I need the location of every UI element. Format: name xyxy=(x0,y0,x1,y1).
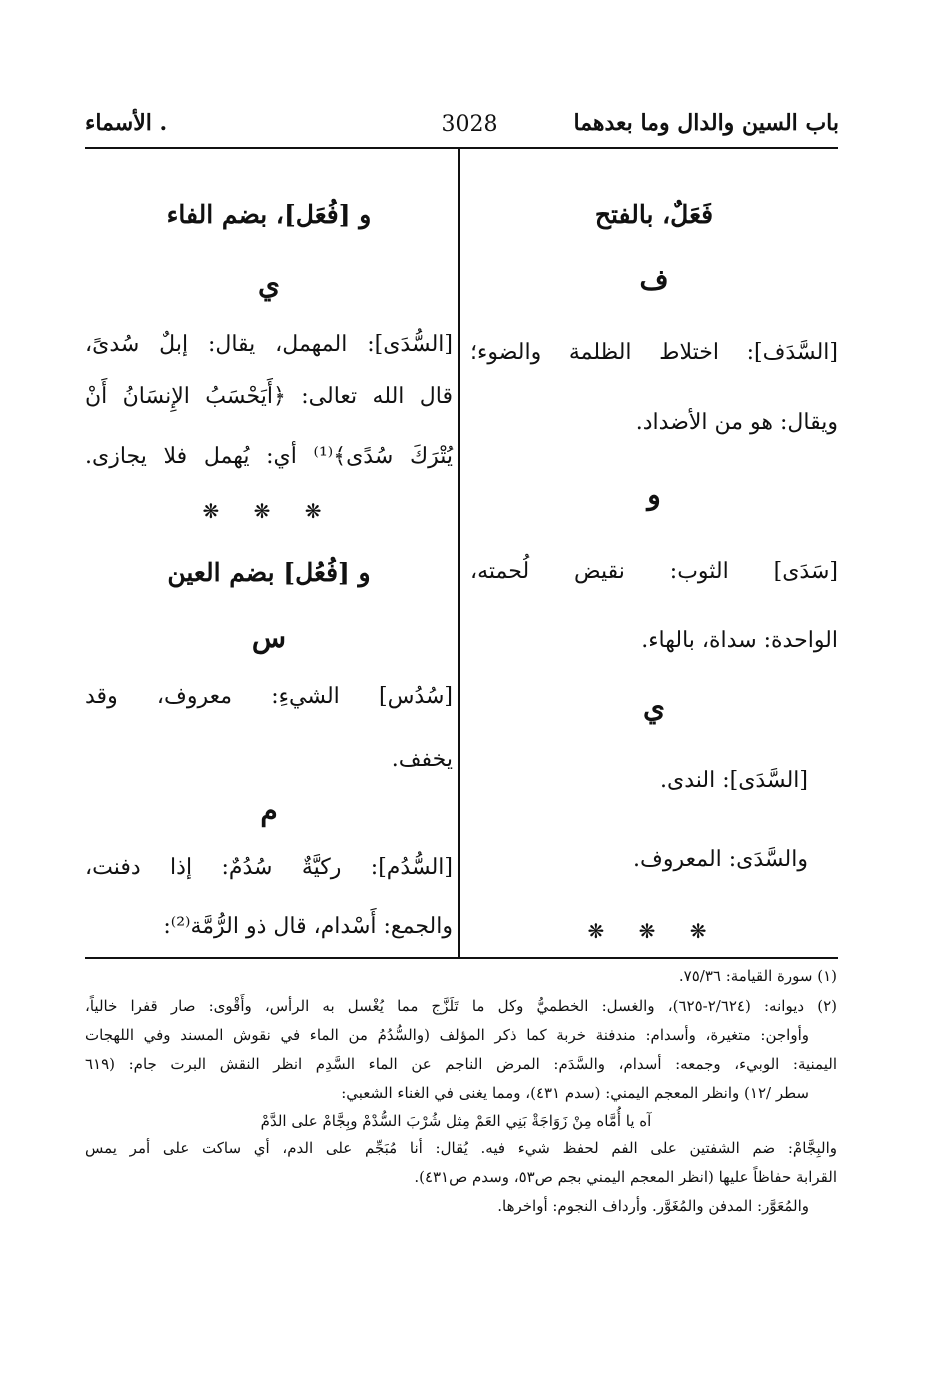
entry-line: [السُّدُم]: ركيَّةٌ سُدُمٌ: إذا دفنت، xyxy=(85,855,453,880)
entry-line: ويقال: هو من الأضداد. xyxy=(635,410,838,435)
entry-line: [سُدُس] الشيءِ: معروف، وقد xyxy=(85,684,453,709)
entry-line: والسَّدَى: المعروف. xyxy=(633,847,808,872)
footnote: (٢) ديوانه: (٢/٦٢٤-٦٢٥)، والغسل: الخطميُّ وكل ما تَلَزَّج مما يُغْسل به الرأس، وأَقْوى: صار قفرا خالياً، xyxy=(85,997,837,1015)
entry-heading: فَعَلٌ، بالفتح xyxy=(594,200,714,229)
entry-heading: و [فُعُل] بضم العين xyxy=(167,558,371,587)
column-divider xyxy=(458,147,460,957)
header-rule xyxy=(85,147,838,149)
separator-stars: ❋ ❋ ❋ xyxy=(587,919,721,943)
left-column xyxy=(85,160,453,960)
poem-verse: آه يا أُمَّاه مِنْ زَوَاجَةْ بَنِي العَمْ مِثل شُرْبَ السُّدْمْ وبِجَّامْ على الدَّمْ xyxy=(260,1112,652,1130)
footnote-line: وأواجن: متغيرة، وأسدام: مندفنة خربة كما ذكر المؤلف (والسُّدُمُ من الماء في نقوش المسند وفي اللهجات xyxy=(85,1026,809,1044)
letter-heading: ي xyxy=(258,268,280,301)
letter-heading: ف xyxy=(639,263,669,296)
entry-line: [السُّدَى]: المهمل، يقال: إبلٌ سُدىً، xyxy=(85,332,453,357)
footnote-line: والبِجَّامْ: ضم الشفتين على الفم لحفظ شيء فيه. يُقال: أنا مُبَجِّم على الدم، أي ساكت على أمر يمس xyxy=(85,1139,837,1157)
entry-line: [السَّدَى]: الندى. xyxy=(660,768,808,793)
right-column xyxy=(470,160,838,960)
footnote-line: والمُعَوَّر: المدفن والمُغَوَّر. وأرداف النجوم: أواخرها. xyxy=(497,1197,809,1215)
footnote-line: اليمنية: الوبيء، وجمعه: أسدام، والسَّدَم: المرض الناجم عن الماء السَّدِم انظر النقش البرت جام: (٦١٩ xyxy=(85,1055,837,1073)
entry-heading: و [فُعَل]، بضم الفاء xyxy=(166,200,372,229)
footnote: (١) سورة القيامة: ٧٥/٣٦. xyxy=(678,967,837,985)
footnote-line: القرابة حفاظاً عليها (انظر المعجم اليمني بجم ص٥٣، وسدم ص٤٣١). xyxy=(414,1168,837,1186)
separator-stars: ❋ ❋ ❋ xyxy=(202,499,336,523)
letter-heading: و xyxy=(647,478,661,511)
entry-line: الواحدة: سداة، بالهاء. xyxy=(641,628,838,653)
footnote-line: سطر /١٢) وانظر المعجم اليمني: (سدم ٤٣١)، ومما يغنى في الغناء الشعبي: xyxy=(341,1084,809,1102)
section-title: الأسماء . xyxy=(85,110,168,136)
page-number: 3028 xyxy=(441,112,498,137)
entry-line: [سَدَى] الثوب: نقيض لُحمته، xyxy=(470,559,838,584)
entry-line: والجمع: أَسْدام، قال ذو الرُّمَّة⁽²⁾: xyxy=(163,914,453,939)
chapter-title: باب السين والدال وما بعدهما xyxy=(573,110,839,136)
letter-heading: م xyxy=(260,794,278,827)
entry-line: [السَّدَف]: اختلاط الظلمة والضوء؛ xyxy=(470,340,838,365)
letter-heading: ي xyxy=(643,691,665,724)
letter-heading: س xyxy=(251,621,287,654)
entry-line: يُتْرَكَ سُدًى﴾⁽¹⁾ أي: يُهمل فلا يجازى. xyxy=(85,444,453,469)
quran-verse-line: قال الله تعالى: ﴿أَيَحْسَبُ الإِنسَانُ أَنْ xyxy=(85,384,453,409)
entry-line: يخفف. xyxy=(391,747,453,772)
